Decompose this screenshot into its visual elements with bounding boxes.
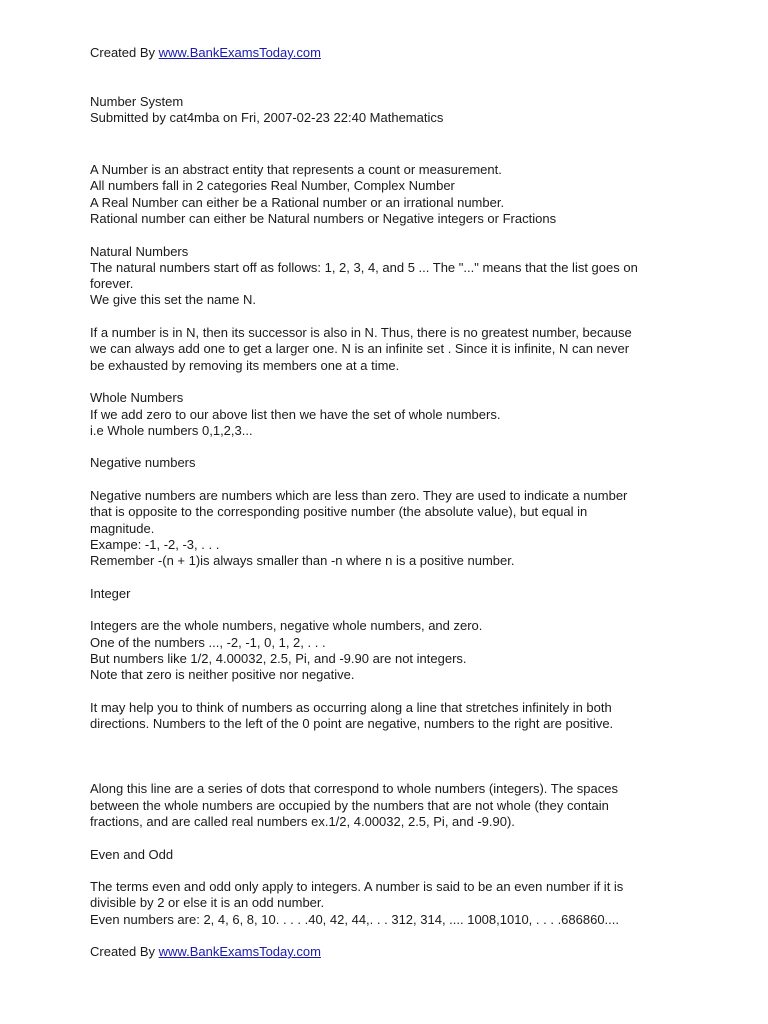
natural-para2-line3: be exhausted by removing its members one at a time. <box>90 357 400 373</box>
document-page <box>90 45 690 961</box>
submission-info: Submitted by cat4mba on Fri, 2007-02-23 22:40 Mathematics <box>90 110 444 126</box>
natural-para2-line1: If a number is in N, then its successor is also in N. Thus, there is no greatest number, because <box>90 325 632 341</box>
negative-line4: Exampe: -1, -2, -3, . . . <box>90 536 220 552</box>
even-odd-line2: divisible by 2 or else it is an odd number. <box>90 895 325 911</box>
integer-heading: Integer <box>90 585 131 601</box>
article-title: Number System <box>90 93 184 109</box>
integer-para2-line1: It may help you to think of numbers as occurring along a line that stretches infinitely in both <box>90 699 612 715</box>
header-site-link[interactable]: www.BankExamsToday.com <box>158 45 321 60</box>
intro-line-3: A Real Number can either be a Rational number or an irrational number. <box>90 194 505 210</box>
natural-para1-line3: We give this set the name N. <box>90 292 256 308</box>
created-by-label: Created By <box>90 944 159 960</box>
footer-site-link[interactable]: www.BankExamsToday.com <box>158 944 321 960</box>
intro-line-4: Rational number can either be Natural numbers or Negative integers or Fractions <box>90 210 557 226</box>
negative-line2: that is opposite to the corresponding positive number (the absolute value), but equal in <box>90 504 588 520</box>
header-credit <box>90 45 690 61</box>
whole-line2: i.e Whole numbers 0,1,2,3... <box>90 422 253 438</box>
natural-para1-line1: The natural numbers start off as follows: 1, 2, 3, 4, and 5 ... The "..." means that the list goes on <box>90 259 638 275</box>
created-by-label: Created By <box>90 45 159 60</box>
integer-line1: Integers are the whole numbers, negative whole numbers, and zero. <box>90 618 483 634</box>
integer-para3-line3: fractions, and are called real numbers ex.1/2, 4.00032, 2.5, Pi, and -9.90). <box>90 813 515 829</box>
natural-para2-line2: we can always add one to get a larger one. N is an infinite set . Since it is infinite, N can never <box>90 341 630 357</box>
intro-line-2: All numbers fall in 2 categories Real Number, Complex Number <box>90 178 455 194</box>
negative-line1: Negative numbers are numbers which are less than zero. They are used to indicate a number <box>90 488 628 504</box>
whole-line1: If we add zero to our above list then we have the set of whole numbers. <box>90 406 501 422</box>
footer-credit <box>90 944 690 960</box>
intro-line-1: A Number is an abstract entity that represents a count or measurement. <box>90 162 502 178</box>
integer-para3-line2: between the whole numbers are occupied by the numbers that are not whole (they contain <box>90 797 609 813</box>
integer-para3-line1: Along this line are a series of dots that correspond to whole numbers (integers). The spaces <box>90 781 618 797</box>
natural-para1-line2: forever. <box>90 276 134 292</box>
even-odd-line1: The terms even and odd only apply to integers. A number is said to be an even number if it is <box>90 879 624 895</box>
negative-line5: Remember -(n + 1)is always smaller than -n where n is a positive number. <box>90 553 515 569</box>
integer-line4: Note that zero is neither positive nor negative. <box>90 667 355 683</box>
integer-line3: But numbers like 1/2, 4.00032, 2.5, Pi, and -9.90 are not integers. <box>90 650 467 666</box>
integer-line2: One of the numbers ..., -2, -1, 0, 1, 2, . . . <box>90 634 326 650</box>
negative-numbers-heading: Negative numbers <box>90 455 196 471</box>
even-odd-line3: Even numbers are: 2, 4, 6, 8, 10. . . . .40, 42, 44,. . . 312, 314, .... 1008,1010, . . . .686860.... <box>90 911 620 927</box>
even-odd-heading: Even and Odd <box>90 846 174 862</box>
natural-numbers-heading: Natural Numbers <box>90 243 189 259</box>
negative-line3: magnitude. <box>90 520 155 536</box>
whole-numbers-heading: Whole Numbers <box>90 390 184 406</box>
integer-para2-line2: directions. Numbers to the left of the 0 point are negative, numbers to the right are positive. <box>90 716 614 732</box>
